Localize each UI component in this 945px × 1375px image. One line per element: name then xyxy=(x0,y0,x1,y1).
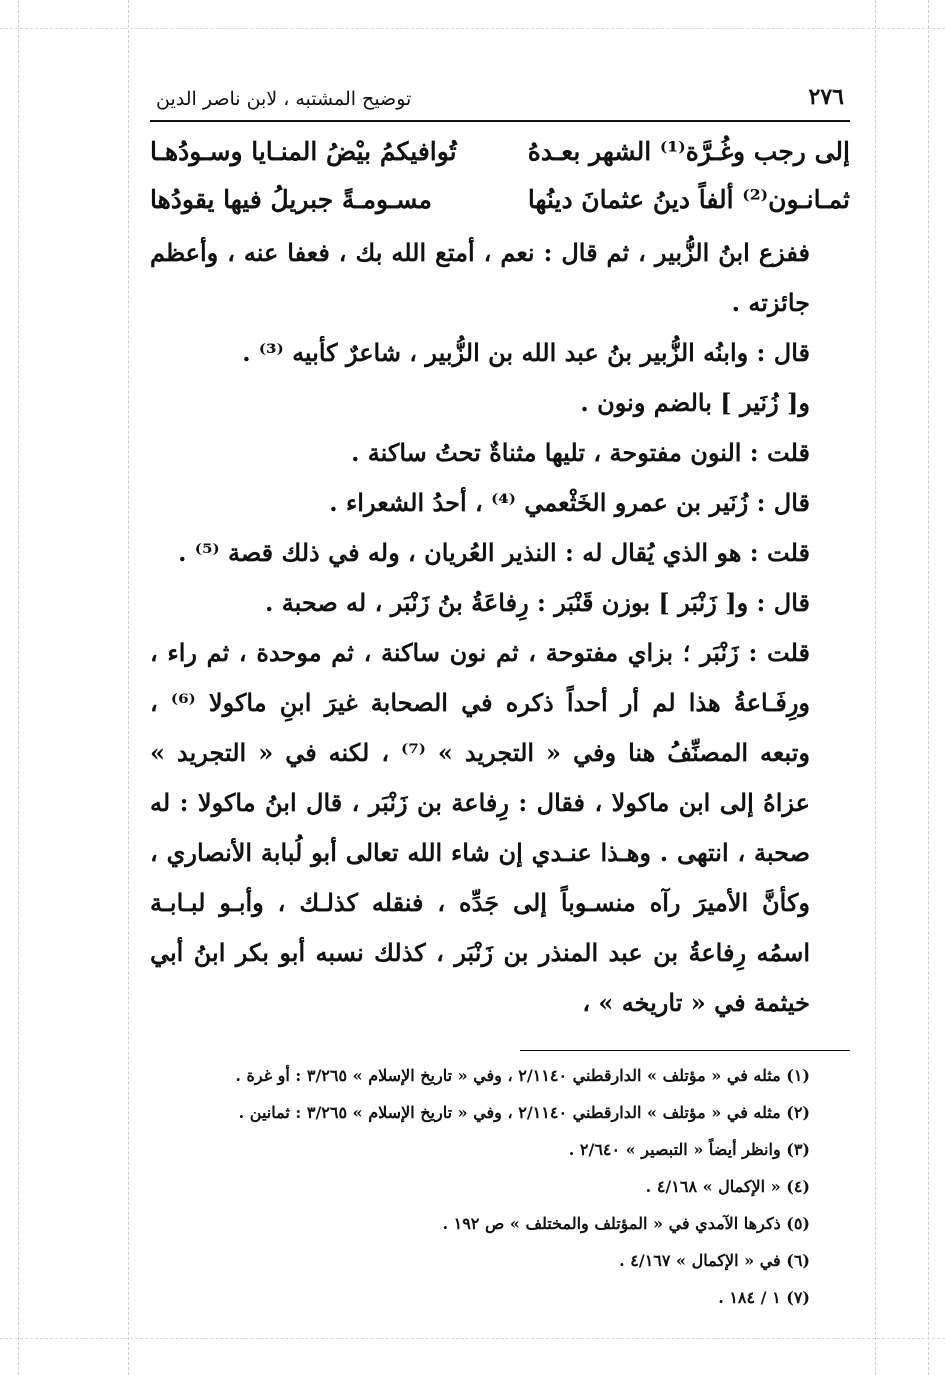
footnote: (١) مثله في « مؤتلف » الدارقطني ٢/١١٤٠ ، وفي « تاريخ الإسلام » ٣/٢٦٥ : أو غرة . xyxy=(235,1066,810,1085)
footnote-rule xyxy=(520,1050,850,1051)
main-text xyxy=(150,228,850,1028)
page-number: ٢٧٦ xyxy=(808,84,844,110)
paragraph: و[ زُنَير ] بالضم ونون . xyxy=(580,388,810,417)
scan-guide xyxy=(0,1338,945,1339)
poem-verses xyxy=(150,128,850,224)
paragraph: قلت : النون مفتوحة ، تليها مثناةٌ تحتُ ساكنة . xyxy=(351,438,810,467)
footnote: (٦) في « الإكمال » ٤/١٦٧ . xyxy=(619,1251,810,1270)
verse-hemistich: ثمـانـون⁽²⁾ ألفاً دينُ عثمانَ دينُها xyxy=(527,185,850,214)
running-title: توضيح المشتبه ، لابن ناصر الدين xyxy=(156,88,412,110)
footnote: (٢) مثله في « مؤتلف » الدارقطني ٢/١١٤٠ ، وفي « تاريخ الإسلام » ٣/٢٦٥ : ثمانين . xyxy=(238,1103,810,1122)
verse-hemistich: إلى رجب وغُـرَّة⁽¹⁾ الشهر بعـدهُ xyxy=(527,137,850,166)
footnote: (٤) « الإكمال » ٤/١٦٨ . xyxy=(645,1177,810,1196)
footnote: (٧) ١ / ١٨٤ . xyxy=(718,1288,810,1307)
paragraph: قال : وابنُه الزُّبير بنُ عبد الله بن الزُّبير ، شاعرٌ كأبيه ⁽³⁾ . xyxy=(242,338,810,367)
footnote-separator xyxy=(150,1028,850,1057)
footnotes xyxy=(150,1057,850,1316)
footnote: (٥) ذكرها الآمدي في « المؤتلف والمختلف » ص ١٩٢ . xyxy=(442,1214,810,1233)
running-header xyxy=(150,70,850,116)
paragraph: قلت : هو الذي يُقال له : النذير العُريان ، وله في ذلك قصة ⁽⁵⁾ . xyxy=(178,538,810,567)
verse-hemistich: تُوافيكمُ بيْضُ المنـايا وسـودُهـا xyxy=(150,137,457,166)
scan-guide xyxy=(18,0,19,1375)
book-page xyxy=(150,70,850,1316)
paragraph: قال : زُنَير بن عمرو الخَثْعمي ⁽⁴⁾ ، أحدُ الشعراء . xyxy=(329,488,810,517)
paragraph: قلت : زَنْبَر ؛ بزاي مفتوحة ، ثم نون ساكنة ، ثم موحدة ، ثم راء ، ورِفَـاعةُ هذا لم أر أحداً ذكره في الصحابة غيرَ ابنِ ماكولا ⁽⁶⁾ ، وتبعه المصنِّفُ هنا وفي « التجريد » ⁽⁷⁾ ، لكنه في « التجريد » عزاهُ إلى ابن ماكولا ، فقال : رِفاعة بن زَنْبَر ، قال ابنُ ماكولا : له صحبة ، انتهى . وهـذا عنـدي إن شاء الله تعالى أبو لُبابة الأنصاري ، وكأنَّ الأميرَ رآه منسـوباً إلى جَدِّه ، فنقله كذلـك ، وأبـو لبـابـة اسمُه رِفاعةُ بن عبد المنذر بن زَنْبَر ، كذلك نسبه أبو بكر ابنُ أبي خيثمة في « تاريخه » ، xyxy=(150,638,811,1017)
paragraph: ففزع ابنُ الزُّبير ، ثم قال : نعم ، أمتع الله بك ، فعفا عنه ، وأعظم جائزته . xyxy=(150,238,810,317)
verse-line xyxy=(150,128,850,176)
verse-line xyxy=(150,176,850,224)
footnote: (٣) وانظر أيضاً « التبصير » ٢/٦٤٠ . xyxy=(568,1140,810,1159)
scan-guide xyxy=(875,0,876,1375)
verse-hemistich: مسـومـةً جبريلُ فيها يقودُها xyxy=(150,185,432,214)
scan-guide xyxy=(928,0,929,1375)
scan-guide xyxy=(128,0,129,1375)
scan-guide xyxy=(0,28,945,29)
header-rule xyxy=(150,120,850,122)
paragraph: قال : و[ زَنْبَر ] بوزن قَنْبَر : رِفاعَةُ بنُ زَنْبَر ، له صحبة . xyxy=(265,588,810,617)
